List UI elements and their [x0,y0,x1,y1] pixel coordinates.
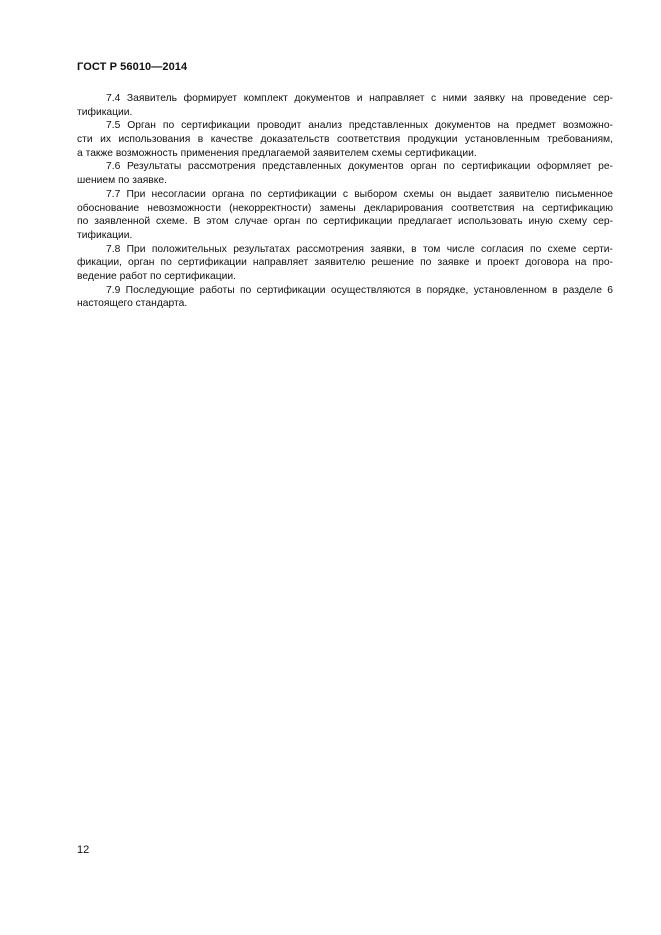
paragraph-line: сти их использования в качестве доказательств соответствия продукции установленным требованиям, [77,134,613,146]
paragraph-7-7 [77,188,613,243]
paragraph-7-4 [77,92,613,119]
page-number: 12 [77,844,90,856]
paragraph-7-6 [77,160,613,187]
paragraph-line: 7.4 Заявитель формирует комплект документов и направляет с ними заявку на проведение сер- [106,93,613,104]
paragraph-7-5 [77,119,613,160]
paragraph-line: ведение работ по сертификации. [77,270,236,282]
document-body [77,92,613,311]
paragraph-7-9 [77,284,613,311]
document-header: ГОСТ Р 56010—2014 [77,61,188,73]
paragraph-line: тификации. [77,106,133,118]
paragraph-line: обоснование невозможности (некорректности) замены декларирования соответствия на сертификацию [77,202,613,214]
paragraph-line: 7.7 При несогласии органа по сертификации с выбором схемы он выдает заявителю письменное [106,188,613,200]
paragraph-line: 7.6 Результаты рассмотрения представленных документов орган по сертификации оформляет ре- [106,161,613,173]
paragraph-line: 7.8 При положительных результатах рассмотрения заявки, в том числе согласия по схеме серти- [106,243,613,255]
paragraph-7-8 [77,243,613,284]
paragraph-line: 7.5 Орган по сертификации проводит анализ представленных документов на предмет возможно- [106,120,613,132]
paragraph-line: а также возможность применения предлагаемой заявителем схемы сертификации. [77,147,477,159]
paragraph-line: шением по заявке. [77,175,167,187]
paragraph-line: настоящего стандарта. [77,298,188,310]
paragraph-line: тификации. [77,229,133,241]
paragraph-line: по заявленной схеме. В этом случае орган по сертификации предлагает использовать иную схему сер- [77,216,613,228]
paragraph-line: фикации, орган по сертификации направляет заявителю решение по заявке и проект договора на про- [77,257,613,269]
paragraph-line: 7.9 Последующие работы по сертификации осуществляются в порядке, установленном в разделе 6 [106,284,613,296]
